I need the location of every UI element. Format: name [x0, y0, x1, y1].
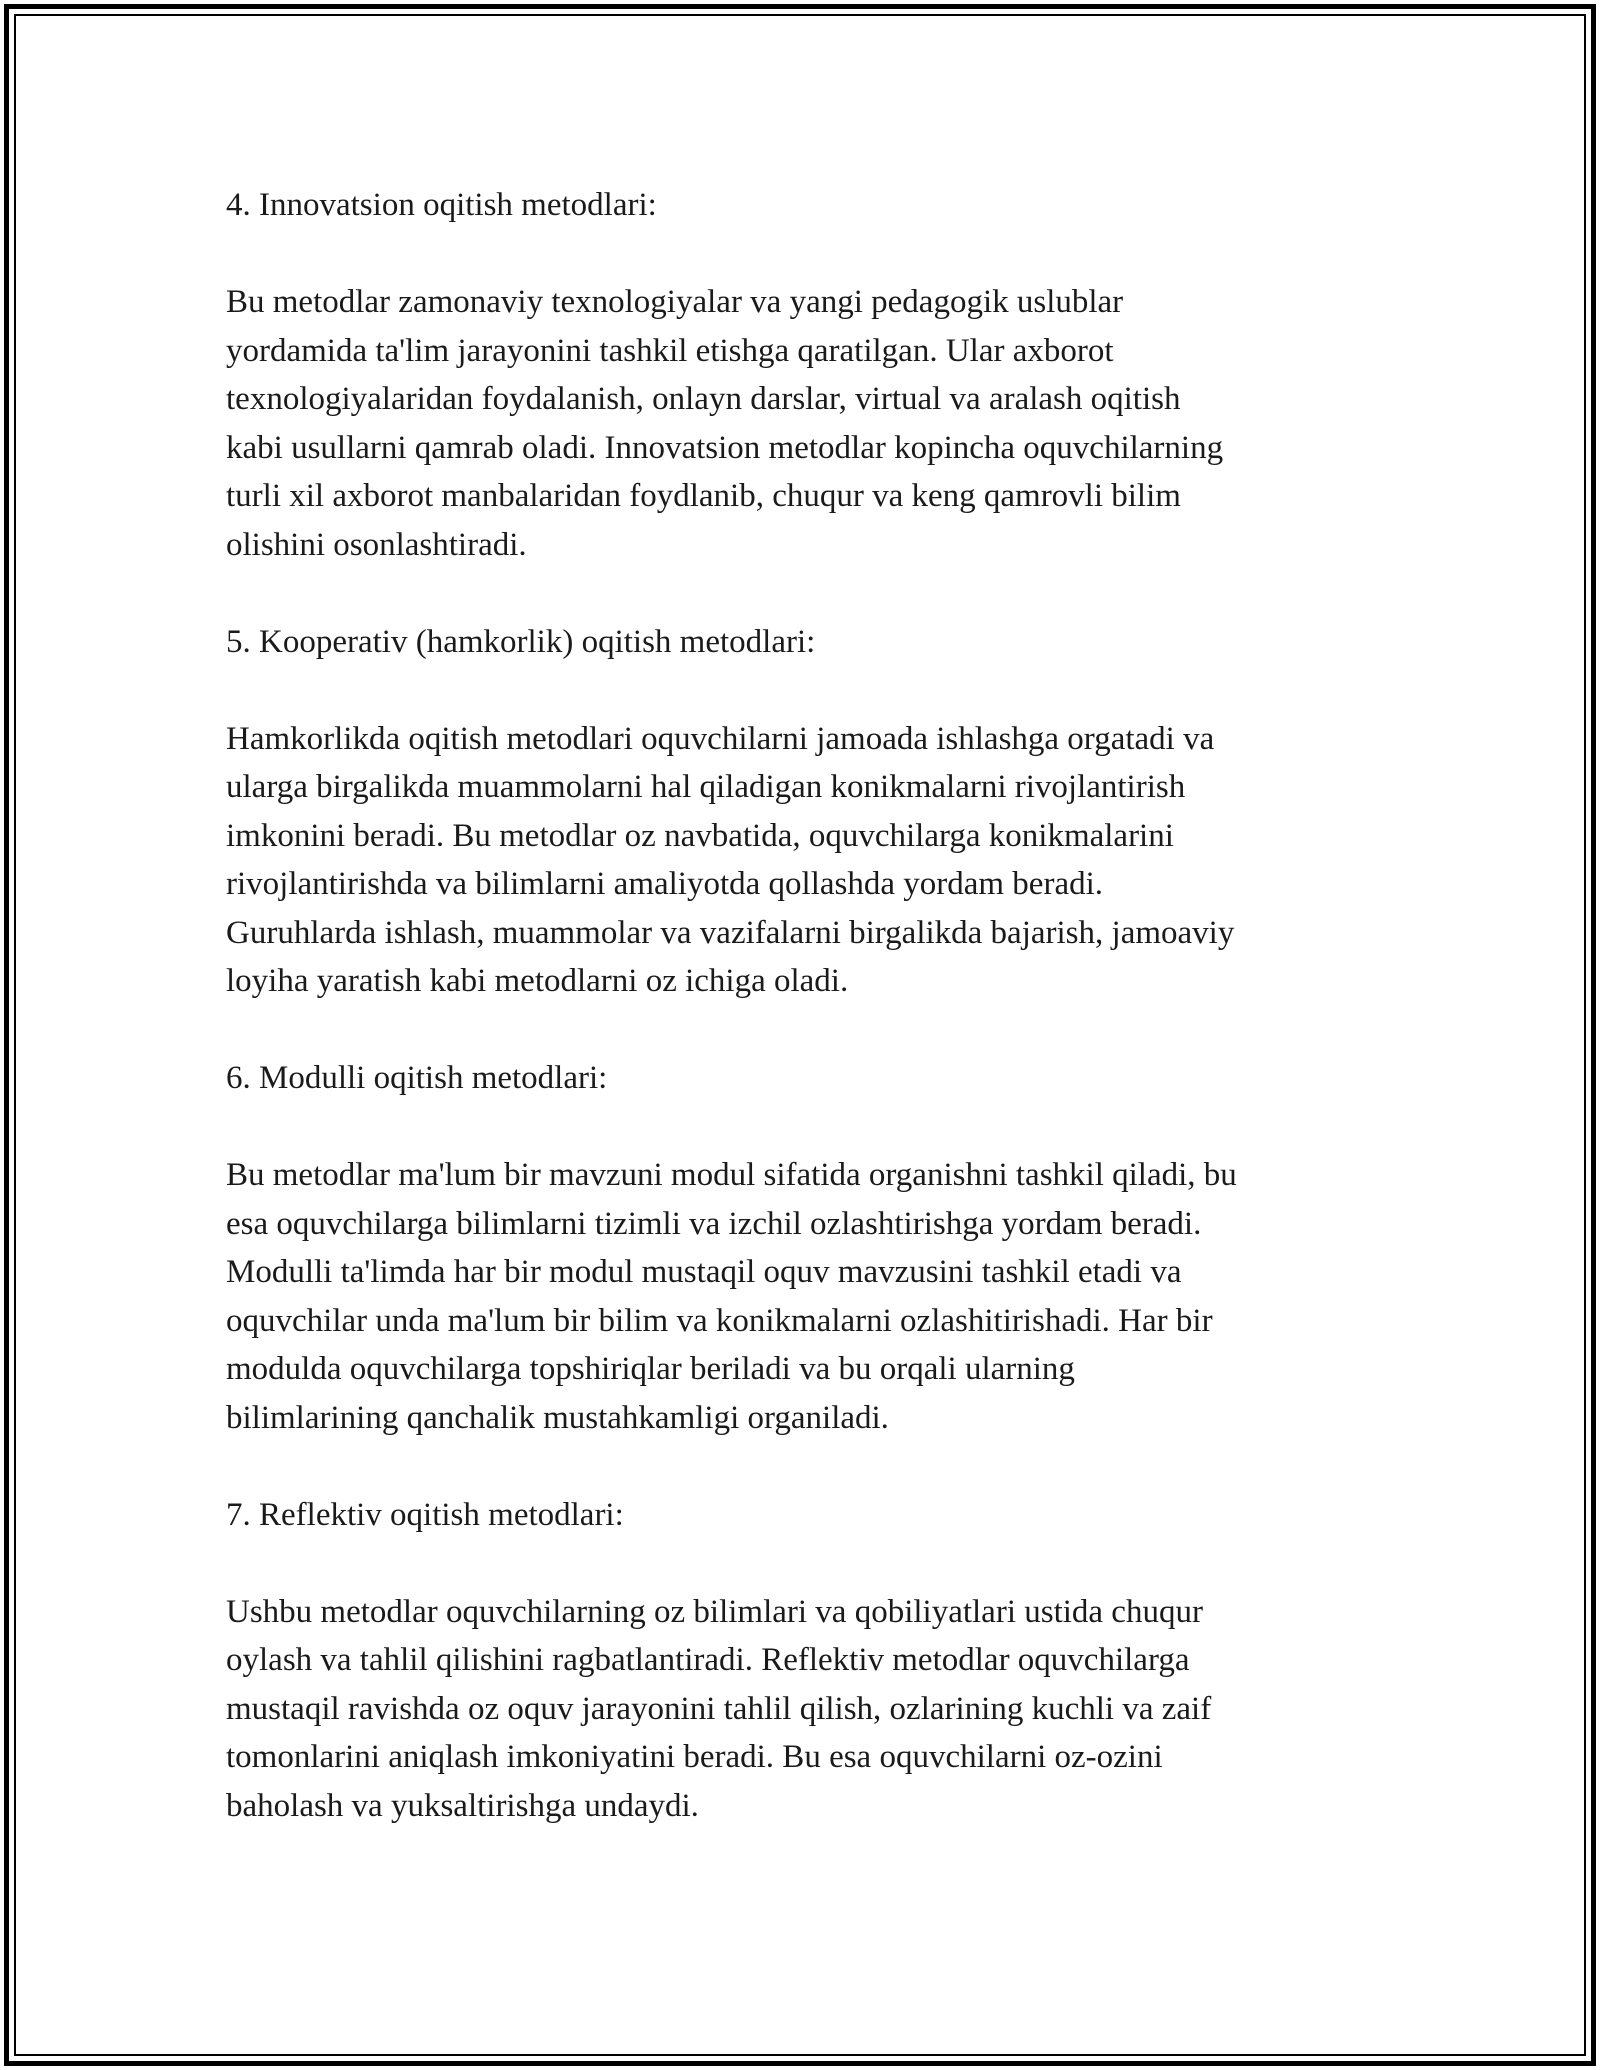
section-paragraph: [226, 278, 1386, 569]
section-reflektiv: [226, 1491, 1386, 1831]
paragraph-line: Hamkorlikda oqitish metodlari oquvchilarni jamoada ishlashga orgatadi va: [226, 720, 1215, 757]
section-heading: 4. Innovatsion oqitish metodlari:: [226, 187, 657, 223]
section-modulli: [226, 1054, 1386, 1442]
section-innovatsion: [226, 181, 1386, 569]
section-paragraph: [226, 1151, 1386, 1442]
paragraph-line: olishini osonlashtiradi.: [226, 526, 527, 563]
section-kooperativ: [226, 618, 1386, 1006]
paragraph-line: oquvchilar unda ma'lum bir bilim va konikmalarni ozlashitirishadi. Har bir: [226, 1302, 1213, 1339]
paragraph-line: loyiha yaratish kabi metodlarni oz ichiga oladi.: [226, 963, 849, 999]
section-heading: 7. Reflektiv oqitish metodlari:: [226, 1496, 624, 1533]
paragraph-line: Modulli ta'limda har bir modul mustaqil oquv mavzusini tashkil etadi va: [226, 1254, 1182, 1290]
section-heading: 5. Kooperativ (hamkorlik) oqitish metodlari:: [226, 623, 816, 660]
paragraph-line: oylash va tahlil qilishini ragbatlantiradi. Reflektiv metodlar oquvchilarga: [226, 1642, 1190, 1678]
paragraph-line: baholash va yuksaltirishga undaydi.: [226, 1787, 699, 1824]
paragraph-line: Bu metodlar zamonaviy texnologiyalar va yangi pedagogik uslublar: [226, 284, 1124, 320]
paragraph-line: mustaqil ravishda oz oquv jarayonini tahlil qilish, ozlarining kuchli va zaif: [226, 1690, 1212, 1727]
paragraph-line: Guruhlarda ishlash, muammolar va vazifalarni birgalikda bajarish, jamoaviy: [226, 914, 1235, 951]
paragraph-line: Bu metodlar ma'lum bir mavzuni modul sifatida organishni tashkil qiladi, bu: [226, 1157, 1237, 1193]
paragraph-line: texnologiyalaridan foydalanish, onlayn darslar, virtual va aralash oqitish: [226, 381, 1181, 417]
document-body: [226, 181, 1386, 1879]
paragraph-line: ularga birgalikda muammolarni hal qiladigan konikmalarni rivojlantirish: [226, 769, 1186, 805]
paragraph-line: bilimlarining qanchalik mustahkamligi organiladi.: [226, 1399, 889, 1436]
paragraph-line: kabi usullarni qamrab oladi. Innovatsion metodlar kopincha oquvchilarning: [226, 429, 1224, 466]
paragraph-line: esa oquvchilarga bilimlarni tizimli va izchil ozlashtirishga yordam beradi.: [226, 1205, 1202, 1242]
paragraph-line: modulda oquvchilarga topshiriqlar beriladi va bu orqali ularning: [226, 1351, 1075, 1387]
paragraph-line: turli xil axborot manbalaridan foydlanib, chuqur va keng qamrovli bilim: [226, 478, 1181, 514]
paragraph-line: imkonini beradi. Bu metodlar oz navbatida, oquvchilarga konikmalarini: [226, 817, 1174, 854]
paragraph-line: yordamida ta'lim jarayonini tashkil etishga qaratilgan. Ular axborot: [226, 332, 1114, 369]
section-paragraph: [226, 715, 1386, 1006]
section-heading: 6. Modulli oqitish metodlari:: [226, 1060, 608, 1096]
paragraph-line: Ushbu metodlar oquvchilarning oz bilimlari va qobiliyatlari ustida chuqur: [226, 1593, 1203, 1630]
section-paragraph: [226, 1588, 1386, 1831]
paragraph-line: tomonlarini aniqlash imkoniyatini beradi. Bu esa oquvchilarni oz-ozini: [226, 1739, 1163, 1775]
paragraph-line: rivojlantirishda va bilimlarni amaliyotda qollashda yordam beradi.: [226, 866, 1104, 902]
